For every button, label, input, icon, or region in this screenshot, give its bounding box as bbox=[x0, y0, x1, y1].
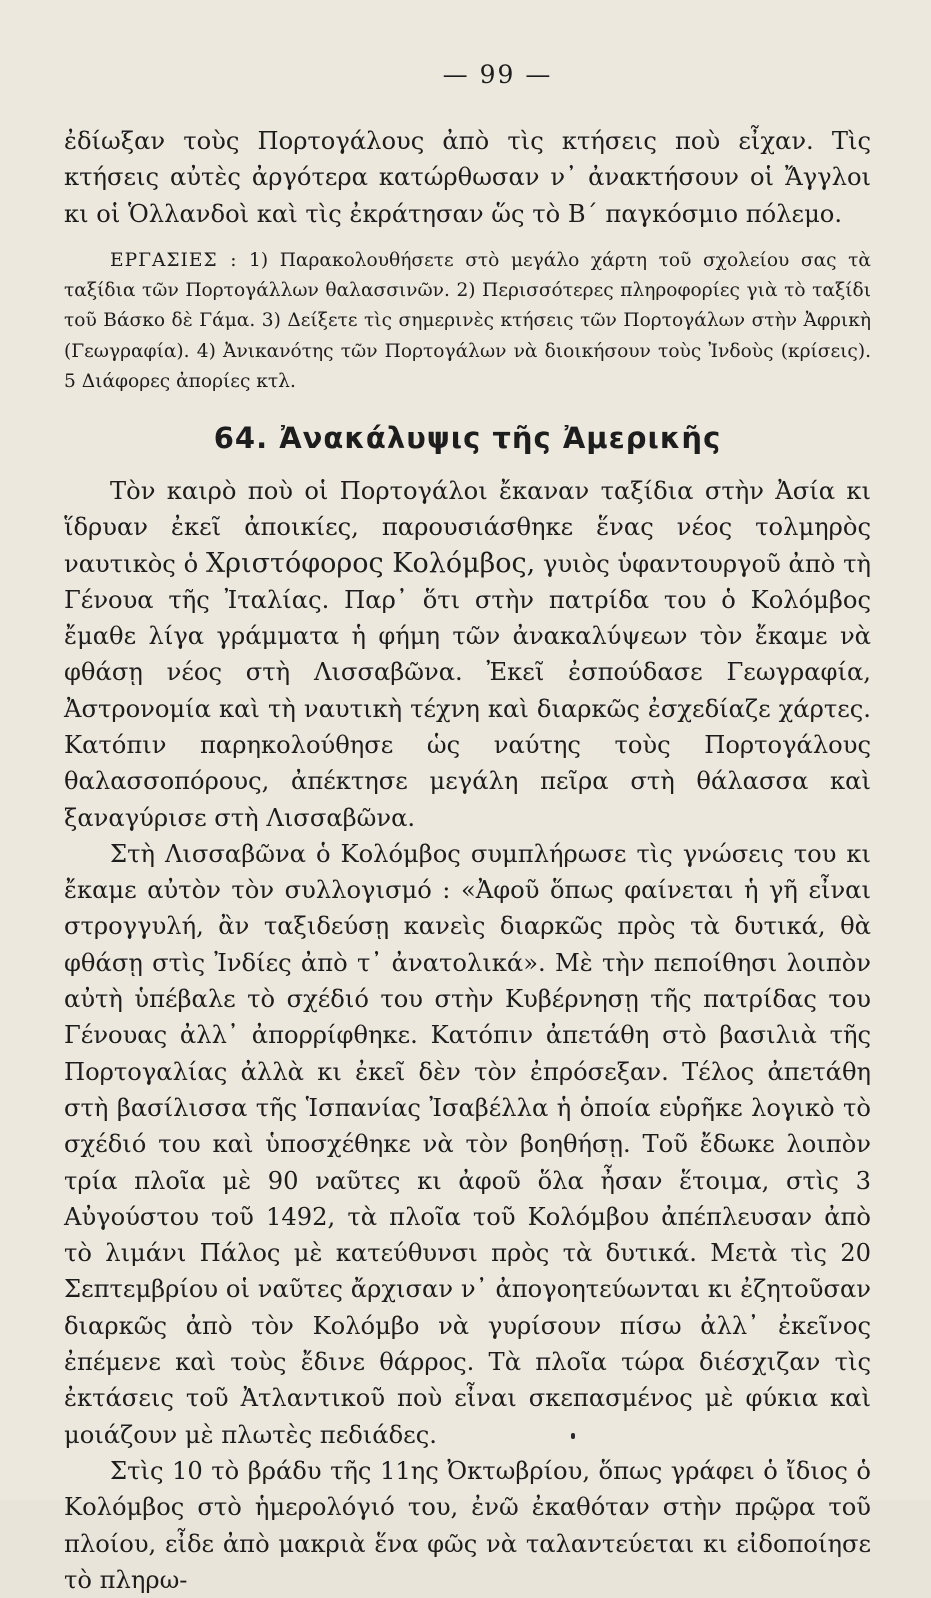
page-number: — 99 — bbox=[442, 60, 553, 89]
exercises-label: ΕΡΓΑΣΙΕΣ : bbox=[110, 249, 238, 271]
paragraph-1-opening: Τὸν καιρὸ ποὺ οἱ Πορτογάλοι ἔκαναν ταξίδια στὴν Ἀσία κι ἵδρυαν ἐκεῖ ἀποικίες, παρουσιάσθηκε ἕνας νέος τολμηρὸς ναυτικὸς ὁ bbox=[64, 476, 871, 578]
columbus-name: Χριστόφορος Κολόμβος, bbox=[205, 547, 536, 579]
section-paragraph-1 bbox=[64, 473, 871, 836]
exercises-text: 1) Παρακολουθήσετε στὸ μεγάλο χάρτη τοῦ σχολείου σας τὰ ταξίδια τῶν Πορτογάλλων θαλασσινῶν. 2) Περισσότερες πληροφορίες γιὰ τὸ ταξίδι τοῦ Βάσκο δὲ Γάμα. 3) Δείξετε τὶς σημερινὲς κτήσεις τῶν Πορτογάλων στὴν Ἀφρικὴ (Γεωγραφία). 4) Ἀνικανότης τῶν Πορτογάλων νὰ διοικήσουν τοὺς Ἰνδοὺς (κρίσεις). 5 Διάφορες ἀπορίες κτλ. bbox=[64, 249, 871, 392]
section-heading: 64. Ἀνακάλυψις τῆς Ἀμερικῆς bbox=[213, 420, 722, 455]
intro-paragraph: ἐδίωξαν τοὺς Πορτογάλους ἀπὸ τὶς κτήσεις ποὺ εἶχαν. Τὶς κτήσεις αὐτὲς ἀργότερα κατώρθωσαν ν᾽ ἀνακτήσουν οἱ Ἄγγλοι κι οἱ Ὁλλανδοὶ καὶ τὶς ἐκράτησαν ὥς τὸ Β΄ παγκόσμιο πόλεμο. bbox=[64, 127, 871, 228]
exercises-paragraph bbox=[64, 246, 871, 397]
paragraph-1-body: γυιὸς ὑφαντουργοῦ ἀπὸ τὴ Γένουα τῆς Ἰταλίας. Παρ᾽ ὅτι στὴν πατρίδα του ὁ Κολόμβος ἔμαθε λίγα γράμματα ἡ φήμη τῶν ἀνακαλύψεων τὸν ἔκαμε νὰ φθάσῃ νέος στὴ Λισσαβῶνα. Ἐκεῖ ἐσπούδασε Γεωγραφία, Ἀστρονομία καὶ τὴ ναυτικὴ τέχνη καὶ διαρκῶς ἐσχεδίαζε χάρτες. Κατόπιν παρηκολούθησε ὡς ναύτης τοὺς Πορτογάλους θαλασσοπόρους, ἀπέκτησε μεγάλη πεῖρα στὴ θάλασσα καὶ ξαναγύρισε στὴ Λισσαβῶνα. bbox=[64, 549, 871, 832]
section-paragraph-2: Στὴ Λισσαβῶνα ὁ Κολόμβος συμπλήρωσε τὶς γνώσεις του κι ἔκαμε αὐτὸν τὸν συλλογισμό : «Ἀφοῦ ὅπως φαίνεται ἡ γῆ εἶναι στρογγυλή, ἂν ταξιδεύσῃ κανεὶς διαρκῶς πρὸς τὰ δυτικά, θὰ φθάσῃ στὶς Ἰνδίες ἀπὸ τ᾽ ἀνατολικά». Μὲ τὴν πεποίθησι λοιπὸν αὐτὴ ὑπέβαλε τὸ σχέδιό του στὴν Κυβέρνησῃ τῆς πατρίδας του Γένουας ἀλλ᾽ ἀπορρίφθηκε. Κατόπιν ἀπετάθη στὸ βασιλιὰ τῆς Πορτογαλίας ἀλλὰ κι ἐκεῖ δὲν τὸν ἐπρόσεξαν. Τέλος ἀπετάθη στὴ βασίλισσα τῆς Ἱσπανίας Ἰσαβέλλα ἡ ὁποία εὑρῆκε λογικὸ τὸ σχέδιό του καὶ ὑποσχέθηκε νὰ τὸν βοηθήσῃ. Τοῦ ἔδωκε λοιπὸν τρία πλοῖα μὲ 90 ναῦτες κι ἀφοῦ ὅλα ἦσαν ἕτοιμα, στὶς 3 Αὐγούστου τοῦ 1492, τὰ πλοῖα τοῦ Κολόμβου ἀπέπλευσαν ἀπὸ τὸ λιμάνι Πάλος μὲ κατεύθυνσι πρὸς τὰ δυτικά. Μετὰ τὶς 20 Σεπτεμβρίου οἱ ναῦτες ἄρχισαν ν᾽ ἀπογοητεύωνται κι ἐζητοῦσαν διαρκῶς ἀπὸ τὸν Κολόμβο νὰ γυρίσουν πίσω ἀλλ᾽ ἐκεῖνος ἐπέμενε καὶ τοὺς ἔδινε θάρρος. Τὰ πλοῖα τώρα διέσχιζαν τὶς ἐκτάσεις τοῦ Ἀτλαντικοῦ ποὺ εἶναι σκεπασμένος μὲ φύκια καὶ μοιάζουν μὲ πλωτὲς πεδιάδες. bbox=[64, 839, 871, 1449]
section-paragraph-3: Στὶς 10 τὸ βράδυ τῆς 11ης Ὀκτωβρίου, ὅπως γράφει ὁ ἴδιος ὁ Κολόμβος στὸ ἡμερολόγιό του, ἐνῶ ἐκαθόταν στὴν πρῷρα τοῦ πλοίου, εἶδε ἀπὸ μακριὰ ἕνα φῶς νὰ ταλαντεύεται κι εἰδοποίησε τὸ πληρω- bbox=[64, 1456, 871, 1594]
ink-speck bbox=[571, 1433, 575, 1439]
